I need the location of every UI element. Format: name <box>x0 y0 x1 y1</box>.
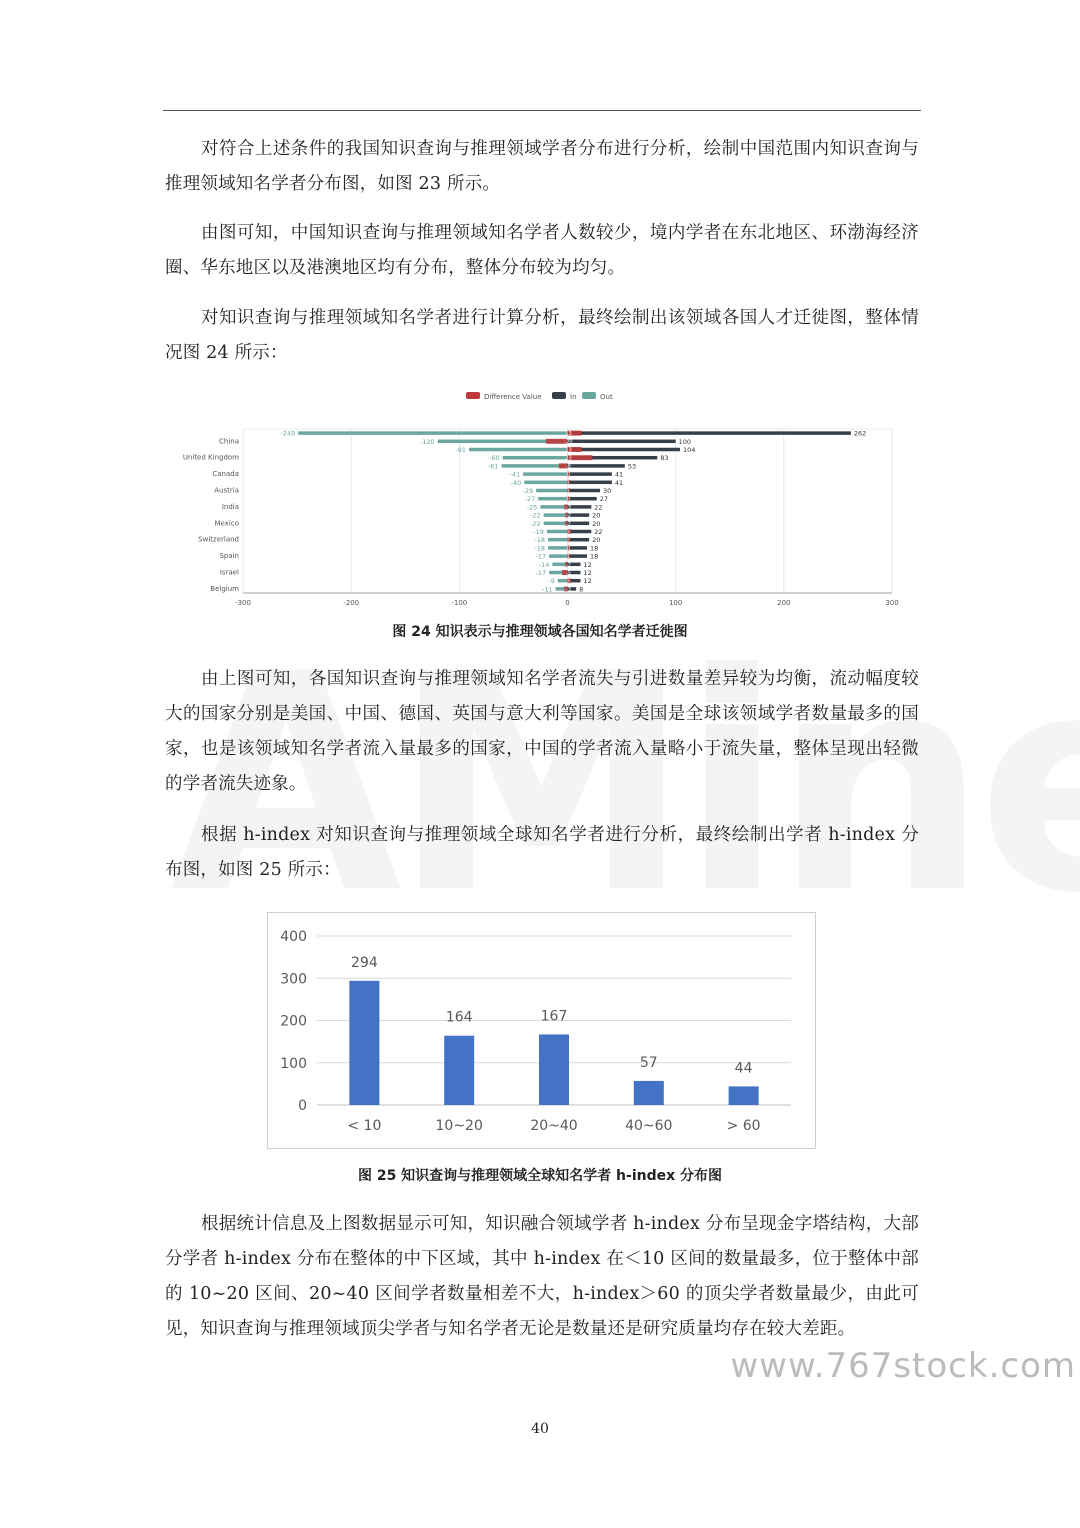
legend-label: Difference Value <box>484 393 542 401</box>
in-bar <box>568 431 851 435</box>
out-bar <box>524 481 567 485</box>
x-tick-label: -100 <box>451 599 468 607</box>
x-tick-label: 100 <box>668 599 683 607</box>
out-value-label: -41 <box>509 470 521 479</box>
out-value-label: -18 <box>534 536 546 545</box>
in-value-label: 12 <box>583 560 592 569</box>
in-value-label: 18 <box>589 552 599 561</box>
in-value-label: 27 <box>599 495 608 504</box>
out-value-label: -91 <box>455 446 467 454</box>
in-value-label: 41 <box>614 470 624 479</box>
out-bar <box>298 431 567 435</box>
difference-value-label: -20 <box>564 439 573 446</box>
paragraph-2: 由图可知，中国知识查询与推理领域知名学者人数较少，境内学者在东北地区、环渤海经济圈、华东地区以及港澳地区均有分布，整体分布较为均匀。 <box>165 223 919 278</box>
paragraph-6: 根据统计信息及上图数据显示可知，知识融合领域学者 h-index 分布呈现金字塔结构，大部分学者 h-index 分布在整体的中下区域，其中 h-index 在＜10 区间的数量最多，位于整体中部的 10~20 区间、20~40 区间学者数量相差不大，h-index＞60 的顶尖学者数量最少，由此可见，知识查询与推理领域顶尖学者与知名学者无论是数量还是研究质量均存在较大差距。 <box>165 1214 919 1339</box>
migration-chart <box>170 384 910 614</box>
in-bar <box>566 554 587 561</box>
out-bar <box>469 448 567 452</box>
legend-swatch <box>552 392 566 399</box>
in-value-label: 18 <box>589 544 599 553</box>
y-tick-label: 300 <box>280 971 307 988</box>
out-value-label: -19 <box>533 528 544 536</box>
in-bar <box>568 481 612 485</box>
in-value-label: 20 <box>592 519 601 528</box>
in-bar <box>568 538 590 542</box>
paragraph-5: 根据 h-index 对知识查询与推理领域全球知名学者进行分析，最终绘制出学者 h-index 分布图，如图 25 所示： <box>165 825 919 880</box>
in-value-label: 262 <box>853 429 867 438</box>
out-value-label: -61 <box>487 462 499 471</box>
out-bar <box>548 546 567 550</box>
legend-label: Out <box>600 393 613 401</box>
x-tick-label: 300 <box>885 599 899 607</box>
out-value-label: -22 <box>530 519 541 528</box>
in-value-label: 20 <box>592 511 601 520</box>
out-value-label: -25 <box>526 503 538 512</box>
difference-value-label: 3 <box>566 578 571 585</box>
difference-value-label: 2 <box>566 537 571 544</box>
bar-value-label: 57 <box>639 1054 658 1071</box>
x-category-label: < 10 <box>347 1118 382 1134</box>
out-bar <box>544 522 568 526</box>
in-value-label: 20 <box>592 536 601 545</box>
difference-value-label: -5 <box>566 570 571 577</box>
page-number: 40 <box>531 1421 549 1437</box>
out-bar <box>540 505 567 509</box>
bar-value-label: 164 <box>445 1009 473 1026</box>
out-value-label: -29 <box>522 487 534 495</box>
category-label: Spain <box>219 552 239 561</box>
bar <box>729 1086 759 1105</box>
y-tick-label: 200 <box>280 1013 307 1030</box>
bar <box>634 1081 664 1105</box>
in-value-label: 8 <box>579 585 584 594</box>
category-label: Mexico <box>214 519 239 528</box>
x-tick-label: 200 <box>777 599 791 607</box>
in-value-label: 53 <box>627 462 637 471</box>
out-value-label: -249 <box>280 429 296 438</box>
difference-value-label: -2 <box>566 521 571 528</box>
in-bar <box>568 440 676 444</box>
y-tick-label: 400 <box>280 929 307 945</box>
in-value-label: 100 <box>678 437 692 446</box>
category-label: Canada <box>212 470 239 479</box>
in-bar <box>568 489 600 493</box>
in-value-label: 41 <box>614 478 624 487</box>
x-category-label: > 60 <box>726 1118 761 1134</box>
difference-value-label: -3 <box>566 504 571 511</box>
out-bar <box>536 489 567 493</box>
difference-value-label: 0 <box>566 496 571 503</box>
category-label: Belgium <box>210 584 239 593</box>
bar <box>349 981 379 1105</box>
out-bar <box>547 529 571 536</box>
header-rule <box>163 110 921 111</box>
paragraph-4: 由上图可知，各国知识查询与推理领域知名学者流失与引进数量差异较为均衡，流动幅度较大的国家分别是美国、中国、德国、英国与意大利等国家。美国是全球该领域学者数量最多的国家，也是该领域知名学者流入量最多的国家，中国的学者流入量略小于流失量，整体呈现出轻微的学者流失迹象。 <box>165 669 919 794</box>
in-bar <box>568 505 592 509</box>
in-value-label: 83 <box>660 454 669 463</box>
difference-value-label: 0 <box>566 545 571 552</box>
in-bar <box>568 464 625 468</box>
bar-value-label: 294 <box>351 954 378 971</box>
in-bar <box>568 448 680 452</box>
out-value-label: -18 <box>534 544 546 553</box>
in-value-label: 22 <box>594 503 603 512</box>
out-value-label: -17 <box>535 552 547 561</box>
in-bar <box>566 472 612 479</box>
y-tick-label: 100 <box>280 1055 307 1072</box>
x-category-label: 10~20 <box>435 1118 483 1134</box>
bar <box>444 1036 474 1105</box>
x-tick-label: -200 <box>343 599 360 607</box>
out-value-label: -120 <box>419 437 435 446</box>
out-value-label: -17 <box>535 569 547 577</box>
figure-24-caption: 图 24 知识表示与推理领域各国知名学者迁徙图 <box>392 624 688 640</box>
in-value-label: 22 <box>594 528 603 536</box>
difference-value-label: 0 <box>566 472 571 479</box>
out-bar <box>548 538 567 542</box>
out-value-label: -22 <box>530 511 541 520</box>
category-label: Switzerland <box>198 535 239 544</box>
y-tick-label: 0 <box>298 1098 307 1114</box>
legend-swatch <box>466 392 480 399</box>
x-category-label: 40~60 <box>625 1118 673 1134</box>
paragraph-1: 对符合上述条件的我国知识查询与推理领域学者分布进行分析，绘制中国范围内知识查询与推理领域知名学者分布图，如图 23 所示。 <box>165 139 919 194</box>
in-bar <box>568 546 587 550</box>
out-bar <box>502 464 568 468</box>
difference-value-label: -3 <box>566 586 571 593</box>
out-value-label: -27 <box>524 495 536 504</box>
in-value-label: 104 <box>682 446 696 454</box>
out-bar <box>549 554 567 558</box>
difference-value-label: 13 <box>565 447 572 454</box>
category-label: Israel <box>219 568 239 577</box>
category-label: United Kingdom <box>182 453 239 462</box>
out-value-label: -14 <box>538 560 550 569</box>
difference-value-label: 1 <box>566 554 571 561</box>
figure-25-caption: 图 25 知识查询与推理领域全球知名学者 h-index 分布图 <box>357 1168 723 1184</box>
bar <box>539 1034 569 1105</box>
difference-value-label: -8 <box>566 463 571 470</box>
difference-value-label: 23 <box>565 455 572 462</box>
legend-label: In <box>570 393 577 401</box>
difference-value-label: 1 <box>566 488 571 495</box>
bar-value-label: 44 <box>734 1060 753 1077</box>
out-value-label: -60 <box>488 454 500 463</box>
x-category-label: 20~40 <box>530 1118 578 1134</box>
in-value-label: 30 <box>602 487 612 495</box>
in-value-label: 12 <box>583 569 592 577</box>
paragraph-3: 对知识查询与推理领域知名学者进行计算分析，最终绘制出该领域各国人才迁徙图，整体情况图 24 所示： <box>165 308 919 363</box>
out-bar <box>544 513 568 517</box>
out-value-label: -11 <box>541 585 553 594</box>
out-bar <box>503 456 568 460</box>
out-value-label: -9 <box>548 577 555 586</box>
difference-value-label: 13 <box>565 431 572 438</box>
difference-value-label: 3 <box>566 529 571 536</box>
in-bar <box>568 530 592 534</box>
category-label: China <box>219 437 239 446</box>
difference-value-label: 1 <box>566 480 571 487</box>
category-label: Austria <box>214 486 239 495</box>
in-value-label: 12 <box>583 577 592 586</box>
x-tick-label: -300 <box>235 599 251 607</box>
legend-swatch <box>582 392 596 399</box>
difference-value-label: -2 <box>566 562 571 569</box>
x-tick-label: 0 <box>565 599 570 607</box>
hindex-chart <box>267 912 816 1149</box>
in-bar <box>568 497 597 501</box>
out-value-label: -40 <box>510 478 522 487</box>
bar-value-label: 167 <box>540 1008 568 1025</box>
out-bar <box>523 472 567 476</box>
difference-value-label: -2 <box>566 513 571 520</box>
watermark-site: www.767stock.com <box>730 1346 1076 1386</box>
category-label: India <box>221 502 239 511</box>
out-bar <box>538 497 567 501</box>
